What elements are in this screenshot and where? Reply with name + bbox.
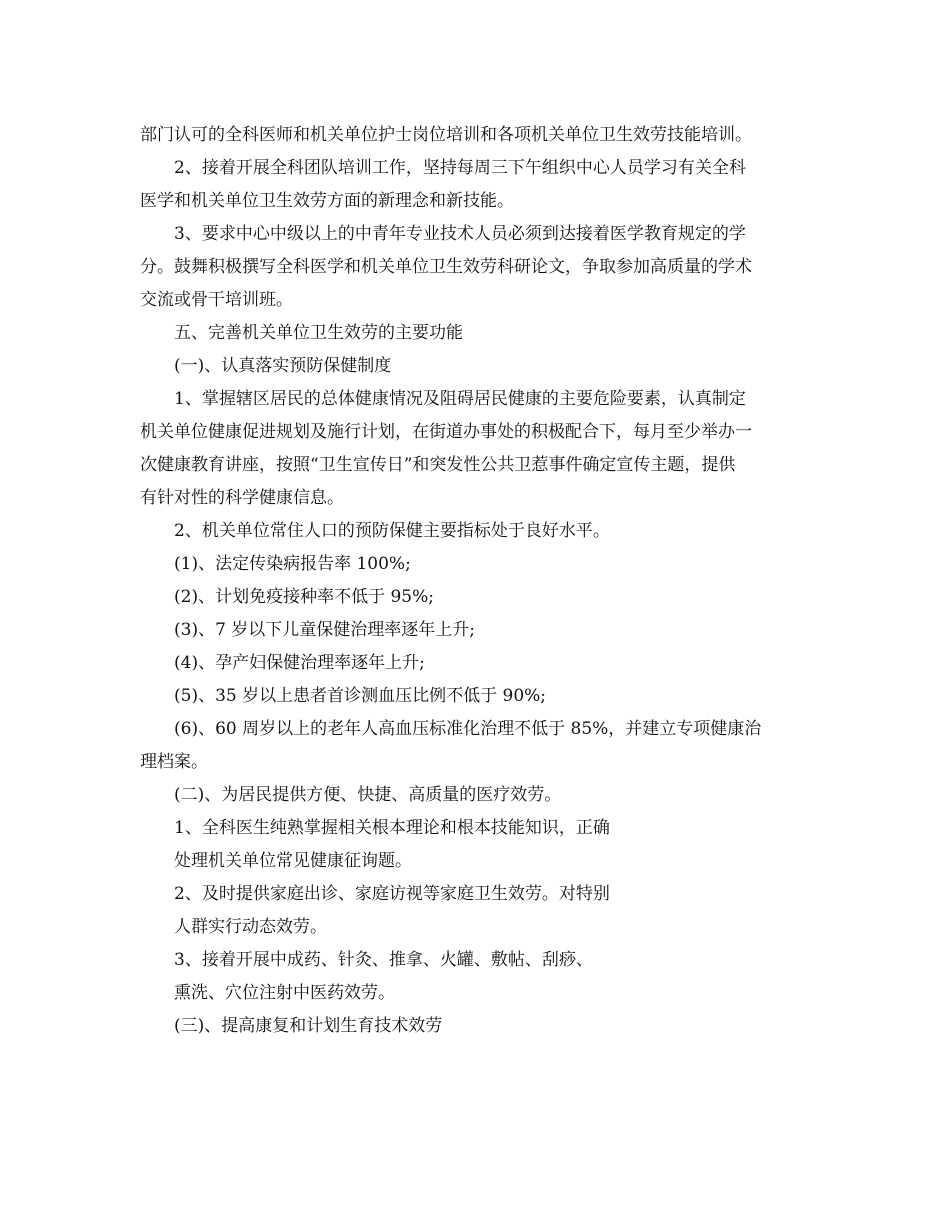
paragraph-line: 2、及时提供家庭出诊、家庭访视等家庭卫生效劳。对特别 [174, 884, 610, 904]
paragraph-line: 有针对性的科学健康信息。 [140, 488, 344, 508]
paragraph-line: 机关单位健康促进规划及施行计划，在街道办事处的积极配合下，每月至少举办一 [140, 422, 752, 442]
paragraph-line: 1、掌握辖区居民的总体健康情况及阻碍居民健康的主要危险要素，认真制定 [174, 389, 746, 409]
subsection-heading: (一)、认真落实预防保健制度 [174, 356, 392, 376]
paragraph-line: 2、机关单位常住人口的预防保健主要指标处于良好水平。 [174, 521, 610, 541]
list-item: (1)、法定传染病报告率 100%; [174, 554, 411, 574]
section-heading: 五、完善机关单位卫生效劳的主要功能 [174, 323, 463, 343]
list-item: (5)、35 岁以上患者首诊测血压比例不低于 90%; [174, 686, 547, 706]
list-item: (2)、计划免疫接种率不低于 95%; [174, 587, 434, 607]
paragraph-line: 3、要求中心中级以上的中青年专业技术人员必须到达接着医学教育规定的学 [174, 224, 746, 244]
paragraph-line: 交流或骨干培训班。 [140, 290, 293, 310]
paragraph-line: 医学和机关单位卫生效劳方面的新理念和新技能。 [140, 191, 514, 211]
paragraph-line: 3、接着开展中成药、针灸、推拿、火罐、敷帖、刮痧、 [174, 950, 593, 970]
document-body [140, 119, 815, 1043]
paragraph-line: 分。鼓舞积极撰写全科医学和机关单位卫生效劳科研论文，争取参加高质量的学术 [140, 257, 752, 277]
paragraph-line: 1、全科医生纯熟掌握相关根本理论和根本技能知识，正确 [174, 818, 610, 838]
list-item: (6)、60 周岁以上的老年人高血压标准化治理不低于 85%，并建立专项健康治 [174, 719, 762, 739]
paragraph-line: 部门认可的全科医师和机关单位护士岗位培训和各项机关单位卫生效劳技能培训。 [140, 125, 752, 145]
paragraph-line: 次健康教育讲座，按照“卫生宣传日”和突发性公共卫惹事件确定宣传主题，提供 [140, 455, 736, 475]
paragraph-line: 熏洗、穴位注射中医药效劳。 [174, 983, 395, 1003]
paragraph-line: 2、接着开展全科团队培训工作，坚持每周三下午组织中心人员学习有关全科 [174, 158, 746, 178]
list-item: (4)、孕产妇保健治理率逐年上升; [174, 653, 425, 673]
subsection-heading: (三)、提高康复和计划生育技术效劳 [174, 1016, 443, 1036]
paragraph-line: 理档案。 [140, 752, 208, 772]
list-item: (3)、7 岁以下儿童保健治理率逐年上升; [174, 620, 476, 640]
paragraph-line: 人群实行动态效劳。 [174, 917, 327, 937]
paragraph-line: 处理机关单位常见健康征询题。 [174, 851, 412, 871]
subsection-heading: (二)、为居民提供方便、快捷、高质量的医疗效劳。 [174, 785, 562, 805]
